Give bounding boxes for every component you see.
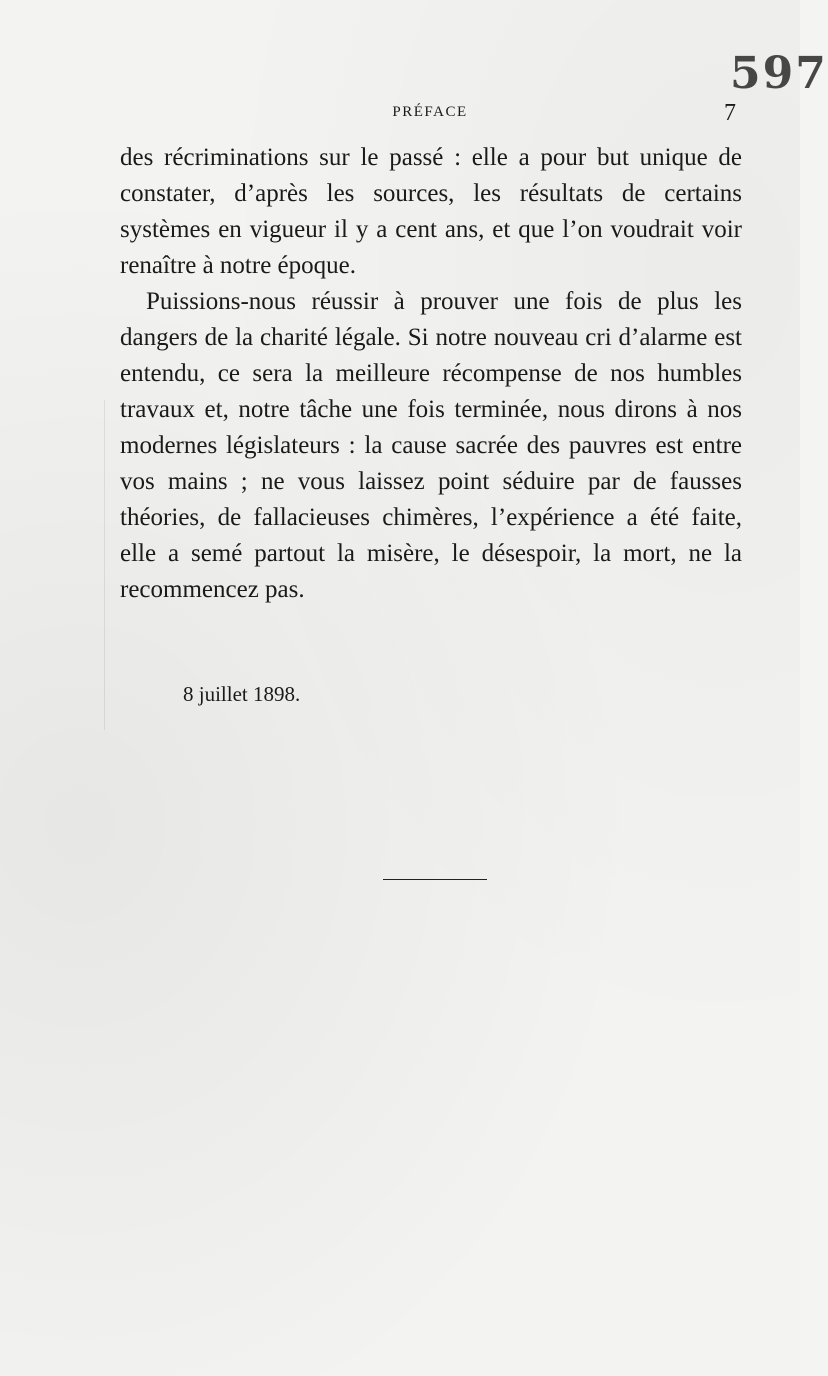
running-title: PRÉFACE [392, 104, 468, 120]
page-number: 7 [724, 100, 736, 126]
body-text [120, 140, 742, 608]
end-rule [383, 879, 487, 880]
date-line: 8 juillet 1898. [183, 682, 301, 706]
margin-shadow [104, 400, 105, 730]
library-stamp-number: 597 [730, 48, 828, 99]
paragraph-continuation: des récriminations sur le passé : elle a pour but unique de constater, d’après les sources, les résultats de certains systèmes en vigueur il y a cent ans, et que l’on voudrait voir renaître à notre époque. [120, 144, 742, 279]
paragraph-closing: Puissions-nous réussir à prouver une fois de plus les dangers de la charité légale. Si notre nouveau cri d’alarme est entendu, ce sera la meilleure récompense de nos humbles travaux et, notre tâche une fois terminée, nous dirons à nos modernes législateurs : la cause sacrée des pauvres est entre vos mains ; ne vous laissez point séduire par de fausses théories, de fallacieuses chimères, l’expérience a été faite, elle a semé partout la misère, le désespoir, la mort, ne la recommencez pas. [120, 288, 742, 603]
running-header [120, 100, 740, 130]
